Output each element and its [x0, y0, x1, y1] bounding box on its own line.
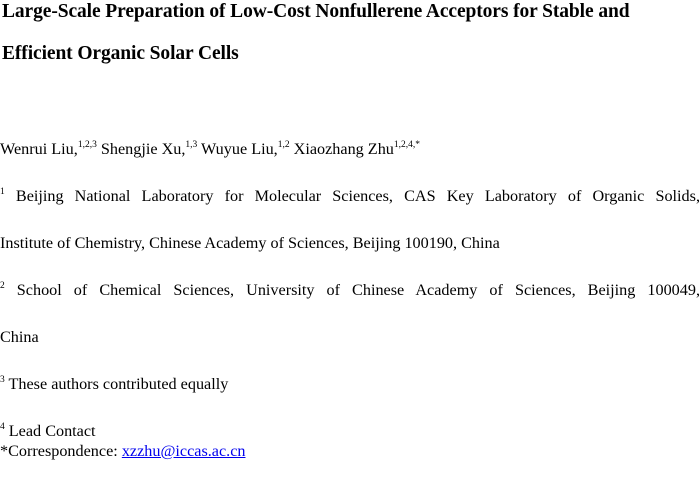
author-name: Wuyue Liu, — [201, 140, 278, 158]
affiliation-1-line-1 — [0, 186, 700, 206]
footnote-mark: 3 — [0, 375, 5, 385]
correspondence-label: *Correspondence: — [0, 442, 118, 460]
affiliation-1-line-2: Institute of Chemistry, Chinese Academy of Sciences, Beijing 100190, China — [0, 234, 500, 252]
correspondence-line — [0, 441, 245, 461]
affiliation-mark: 2 — [0, 281, 5, 291]
affiliation-2-line-2: China — [0, 328, 39, 346]
paper-title-line-2: Efficient Organic Solar Cells — [2, 43, 239, 64]
author-affiliation-marks: 1,2 — [277, 140, 290, 150]
author-list — [0, 139, 420, 159]
footnote-text: Lead Contact — [8, 422, 96, 440]
author-name: Shengjie Xu, — [100, 140, 186, 158]
author-name: Wenrui Liu, — [0, 140, 78, 158]
author-affiliation-marks: 1,2,3 — [77, 140, 97, 150]
affiliation-mark: 1 — [0, 187, 5, 197]
author-affiliation-marks: 1,2,4,* — [393, 140, 421, 150]
author-name: Xiaozhang Zhu — [293, 140, 394, 158]
footnote-equal-contribution — [0, 374, 228, 394]
footnote-lead-contact — [0, 421, 96, 441]
footnote-mark: 4 — [0, 422, 5, 432]
affiliation-text: Beijing National Laboratory for Molecular Sciences, CAS Key Laboratory of Organic Solids, — [15, 187, 700, 205]
affiliation-text: School of Chemical Sciences, University of Chinese Academy of Sciences, Beijing 100049, — [16, 281, 700, 299]
affiliation-2-line-1 — [0, 280, 700, 300]
footnote-text: These authors contributed equally — [8, 375, 229, 393]
paper-title-line-1: Large-Scale Preparation of Low-Cost Nonfullerene Acceptors for Stable and — [2, 1, 630, 22]
author-affiliation-marks: 1,3 — [185, 140, 198, 150]
correspondence-email-link[interactable]: xzzhu@iccas.ac.cn — [121, 442, 246, 460]
